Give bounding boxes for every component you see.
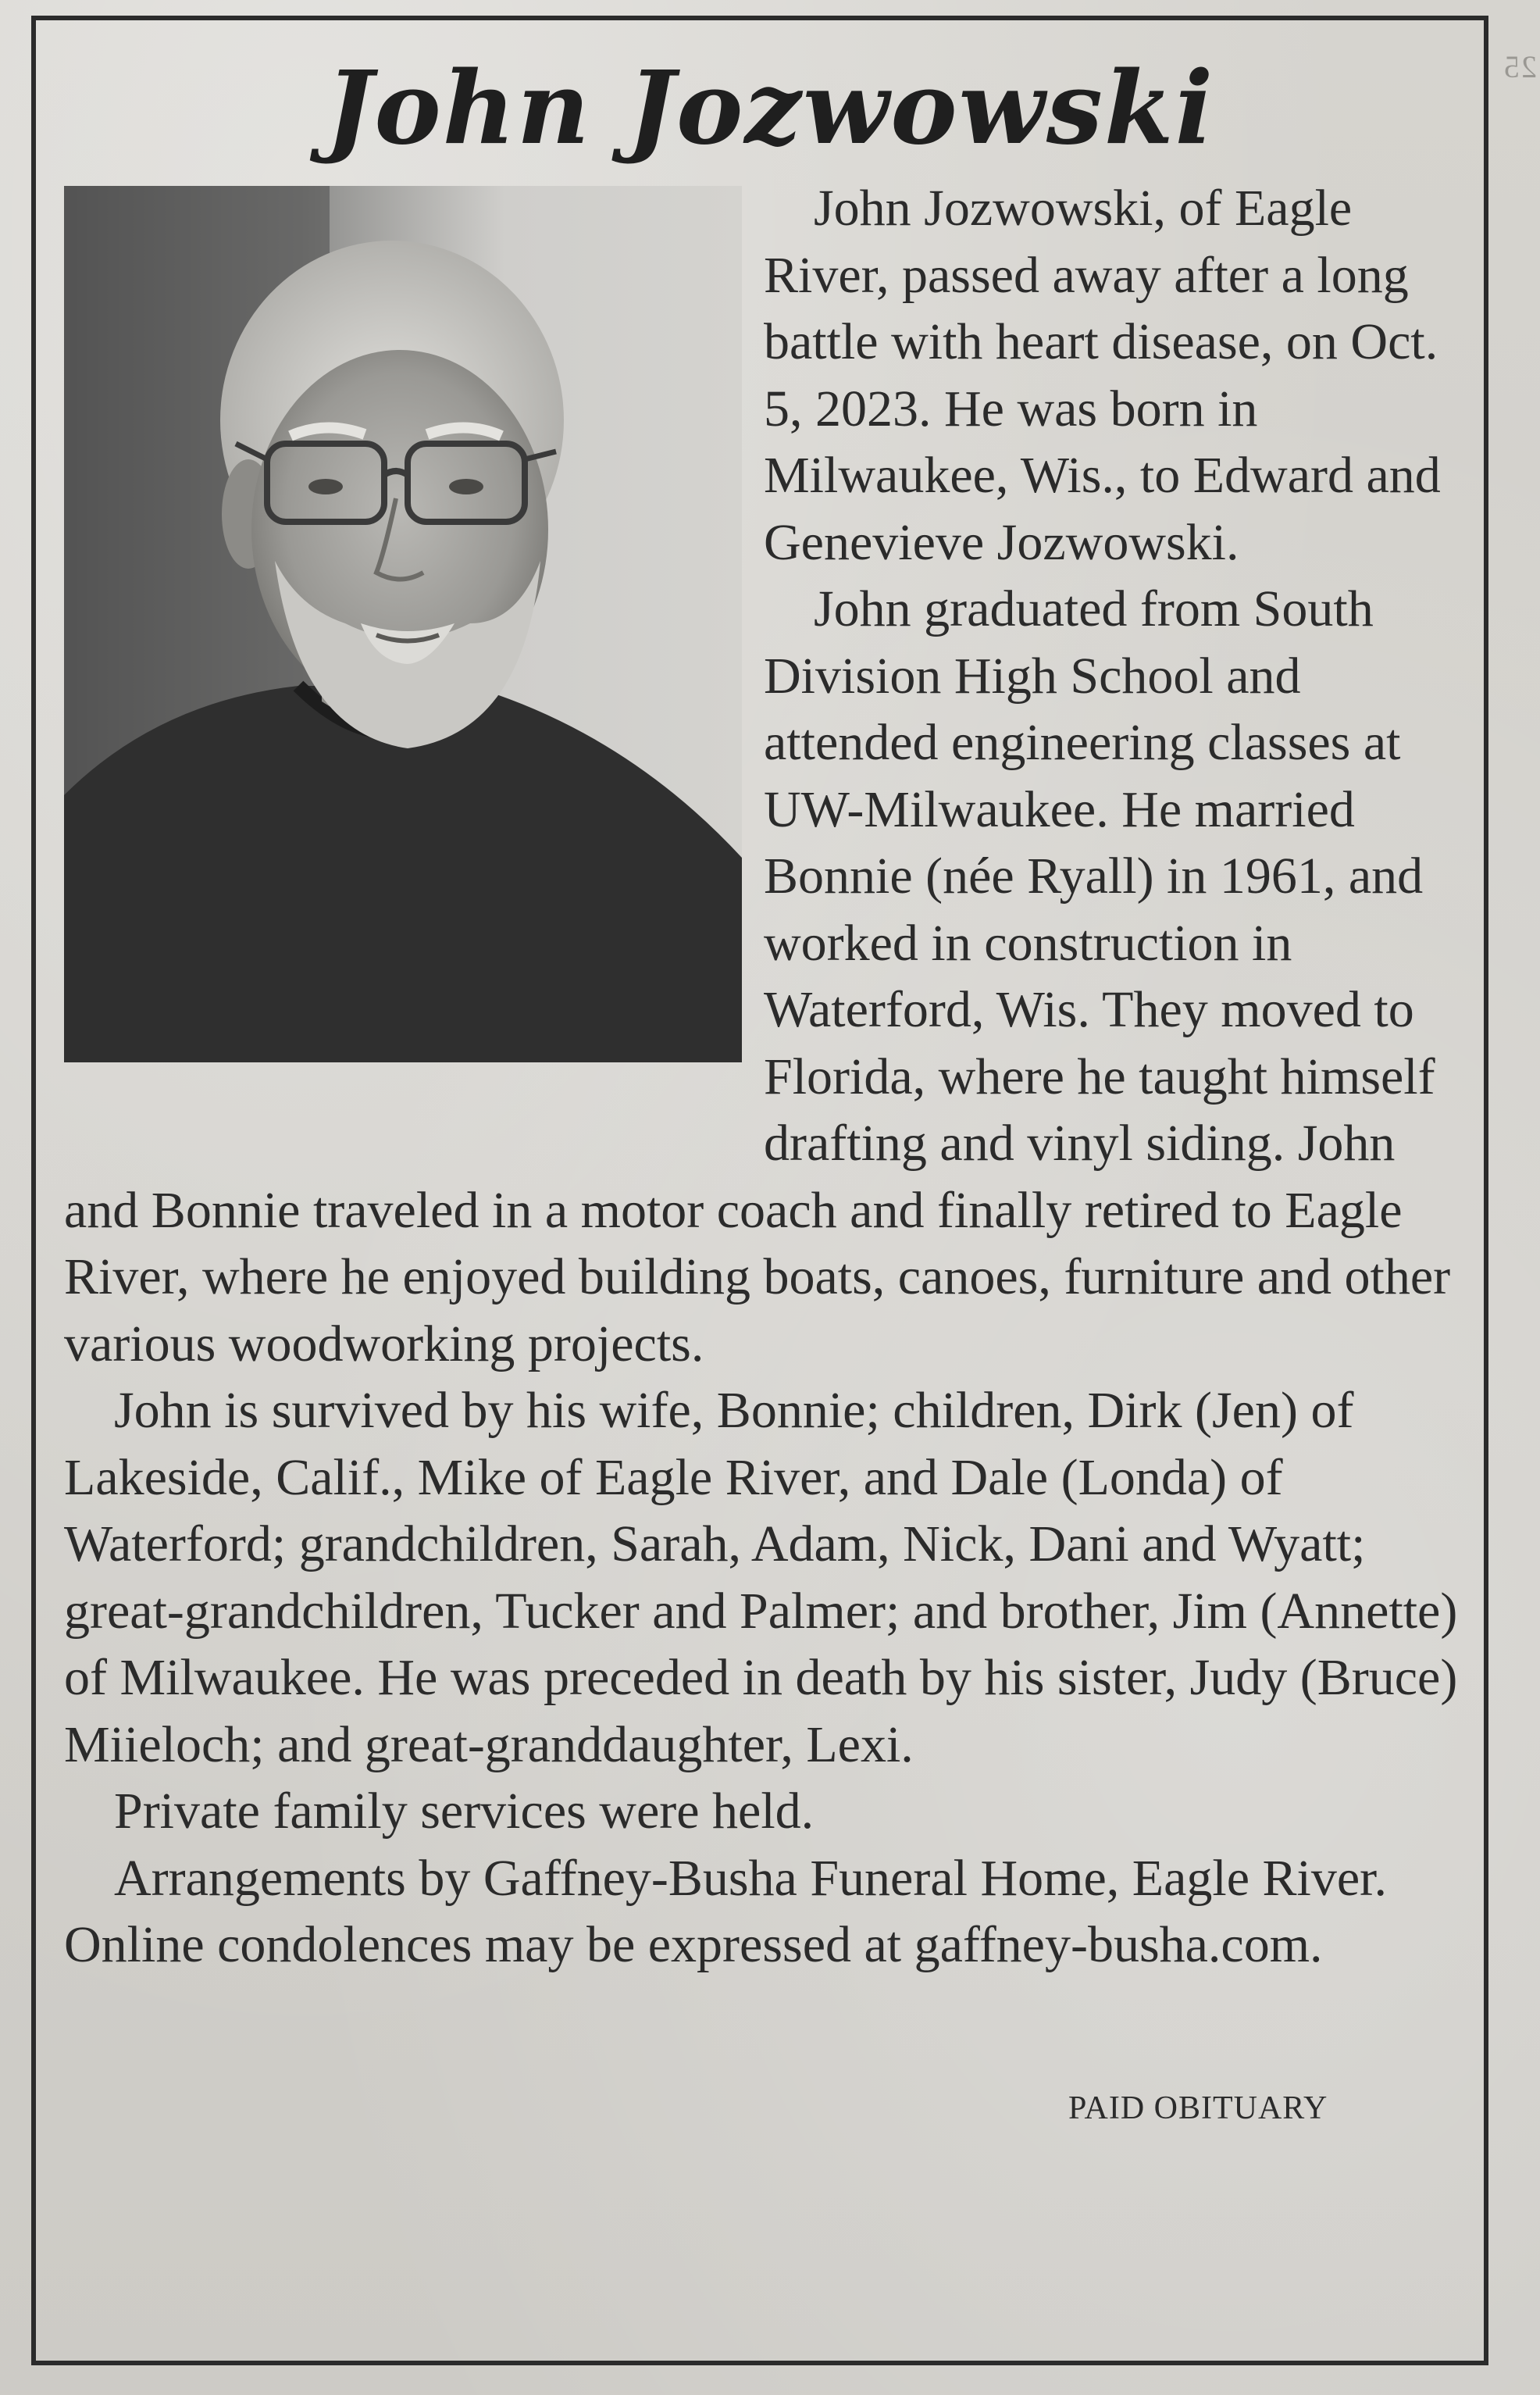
obituary-paragraph-life: John graduated from South Division High School and attended engineering classes at UW-Milwaukee. He married Bonnie (née Ryall) in 1961, and worked in construction in Waterford, Wis. They moved to Florida, where he taught himself drafting and vinyl siding. John and Bonnie traveled in a motor coach and finally retired to Eagle River, where he enjoyed building boats, canoes, furniture and other various woodworking projects. — [64, 580, 1451, 1372]
obituary-paragraph-survivors: John is survived by his wife, Bonnie; children, Dirk (Jen) of Lakeside, Calif., Mike of Eagle River, and Dale (Londa) of Waterford; grandchildren, Sarah, Adam, Nick, Dani and Wyatt; great-grandchildren, Tucker and Palmer; and brother, Jim (Annette) of Milwaukee. He was preceded in death by his sister, Judy (Bruce) Miieloch; and great-granddaughter, Lexi. — [64, 1382, 1458, 1773]
obituary-name-heading: John Jozwowski — [325, 50, 1215, 167]
page-number-bleedthrough: 25 — [1503, 49, 1537, 84]
obituary-paragraph-arrangements: Arrangements by Gaffney-Busha Funeral Home, Eagle River. Online condolences may be expressed at gaffney-busha.com. — [64, 1849, 1387, 1973]
obituary-paragraph-services: Private family services were held. — [114, 1783, 815, 1840]
obituary-paragraph-intro: John Jozwowski, of Eagle River, passed away after a long battle with heart disease, on Oct. 5, 2023. He was born in Milwaukee, Wis., to Edward and Genevieve Jozwowski. — [764, 180, 1441, 571]
paid-obituary-label: PAID OBITUARY — [1068, 2090, 1328, 2126]
obituary-body — [64, 175, 1470, 2347]
photo-wrap-spacer — [64, 175, 764, 1126]
